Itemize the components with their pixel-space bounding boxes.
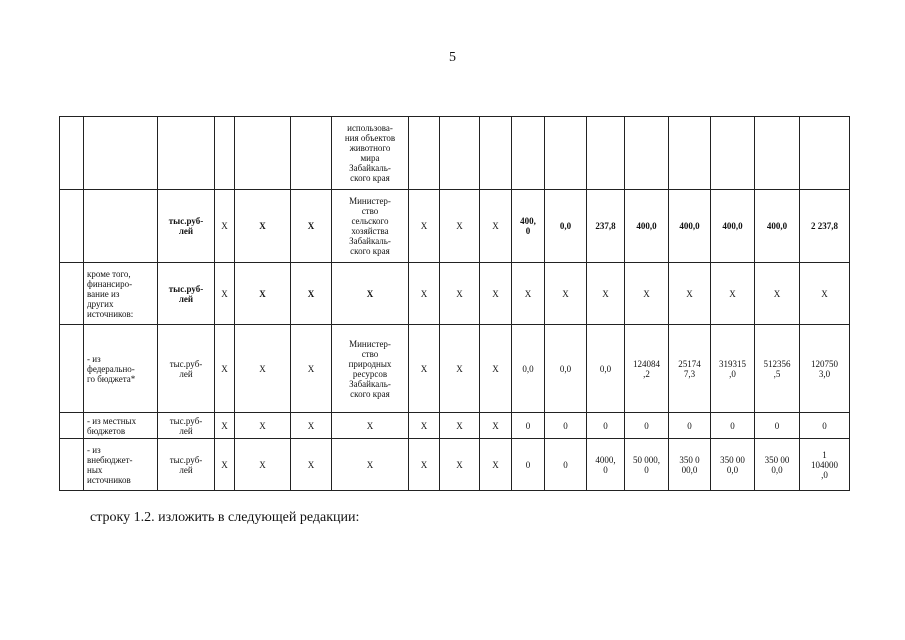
table-cell [669,117,711,190]
table-cell: X [235,413,291,439]
table-cell: 400,0 [711,190,755,263]
table-cell: 0,0 [512,325,545,413]
table-cell: 400, 0 [512,190,545,263]
table-cell: 124084 ,2 [625,325,669,413]
table-cell: 0 [711,413,755,439]
table-row [60,263,850,325]
table-cell: X [332,439,409,491]
table-cell [545,117,587,190]
table-cell: X [480,439,512,491]
table-cell: 4000, 0 [587,439,625,491]
table-cell [755,117,800,190]
table-row [60,413,850,439]
budget-table [59,116,850,491]
table-cell: X [512,263,545,325]
table-cell: X [545,263,587,325]
table-cell [84,190,158,263]
table-row [60,439,850,491]
table-cell: X [711,263,755,325]
table-cell: 350 00 0,0 [755,439,800,491]
table-cell: 0 [587,413,625,439]
page-number: 5 [449,50,456,65]
table-cell: 512356 ,5 [755,325,800,413]
table-cell [625,117,669,190]
table-cell: тыс.руб- лей [158,263,215,325]
table-cell: X [332,413,409,439]
table-cell: 237,8 [587,190,625,263]
table-cell [711,117,755,190]
table-cell: X [440,325,480,413]
table-cell [235,117,291,190]
table-cell [60,439,84,491]
table-cell: X [235,325,291,413]
table-cell: X [625,263,669,325]
table-cell: 350 0 00,0 [669,439,711,491]
table-cell [480,117,512,190]
table-cell: 0,0 [545,325,587,413]
table-cell: 0 [755,413,800,439]
table-cell: X [235,190,291,263]
table-cell: Министер- ство сельского хозяйства Забайкаль- ского края [332,190,409,263]
table-cell: X [480,263,512,325]
table-cell [158,117,215,190]
table-cell: X [215,413,235,439]
table-cell: 0 [545,413,587,439]
table-cell: - из местных бюджетов [84,413,158,439]
table-cell: 400,0 [625,190,669,263]
table-cell: X [291,190,332,263]
table-cell: X [235,439,291,491]
table-cell: тыс.руб- лей [158,190,215,263]
table-cell: X [291,413,332,439]
table-cell: 50 000, 0 [625,439,669,491]
instruction-paragraph: строку 1.2. изложить в следующей редакции: [90,510,360,525]
table-cell [60,263,84,325]
table-cell [409,117,440,190]
table-cell: использова- ния объектов животного мира Забайкаль- ского края [332,117,409,190]
table-cell: - из внебюджет- ных источников [84,439,158,491]
table-cell: 0 [625,413,669,439]
table-cell: 1 104000 ,0 [800,439,850,491]
table-cell: Министер- ство природных ресурсов Забайкаль- ского края [332,325,409,413]
table-cell: 319315 ,0 [711,325,755,413]
table-row [60,117,850,190]
table-cell: 120750 3,0 [800,325,850,413]
table-cell: 0 [800,413,850,439]
table-cell: X [669,263,711,325]
table-cell: X [409,190,440,263]
table-cell: X [291,325,332,413]
table-cell: 0 [545,439,587,491]
table-cell: тыс.руб- лей [158,413,215,439]
table-cell: X [800,263,850,325]
table-cell [60,190,84,263]
table-cell: 0 [512,413,545,439]
table-cell: X [409,439,440,491]
table-cell [440,117,480,190]
table-cell [60,117,84,190]
table-cell: 350 00 0,0 [711,439,755,491]
table-cell: X [440,190,480,263]
table-cell [291,117,332,190]
table-cell: X [215,439,235,491]
table-cell: 0 [512,439,545,491]
table-row [60,190,850,263]
table-cell: X [409,263,440,325]
table-cell: X [440,413,480,439]
table-cell [512,117,545,190]
table-cell: X [440,439,480,491]
table-cell: X [215,263,235,325]
table-cell: X [409,325,440,413]
table-cell: X [215,190,235,263]
table-cell: X [235,263,291,325]
table-cell: 0 [669,413,711,439]
table-cell: X [587,263,625,325]
table-cell: X [291,263,332,325]
table-cell [215,117,235,190]
table-cell: 0,0 [587,325,625,413]
table-cell: тыс.руб- лей [158,325,215,413]
table-cell: X [480,413,512,439]
table-cell [587,117,625,190]
table-cell: X [440,263,480,325]
table-cell: 400,0 [755,190,800,263]
table-cell: кроме того, финансиро- вание из других источников: [84,263,158,325]
table-cell: X [409,413,440,439]
table-cell: 25174 7,3 [669,325,711,413]
table-cell: X [480,190,512,263]
table-cell: 400,0 [669,190,711,263]
table-cell: X [755,263,800,325]
table-cell [60,413,84,439]
table-cell: X [291,439,332,491]
table-row [60,325,850,413]
table-cell: X [332,263,409,325]
table-cell [800,117,850,190]
table-cell: X [480,325,512,413]
table-cell [60,325,84,413]
table-cell: 0,0 [545,190,587,263]
table-cell: 2 237,8 [800,190,850,263]
table-cell: тыс.руб- лей [158,439,215,491]
table-cell: X [215,325,235,413]
table-cell: - из федерально- го бюджета* [84,325,158,413]
table-cell [84,117,158,190]
